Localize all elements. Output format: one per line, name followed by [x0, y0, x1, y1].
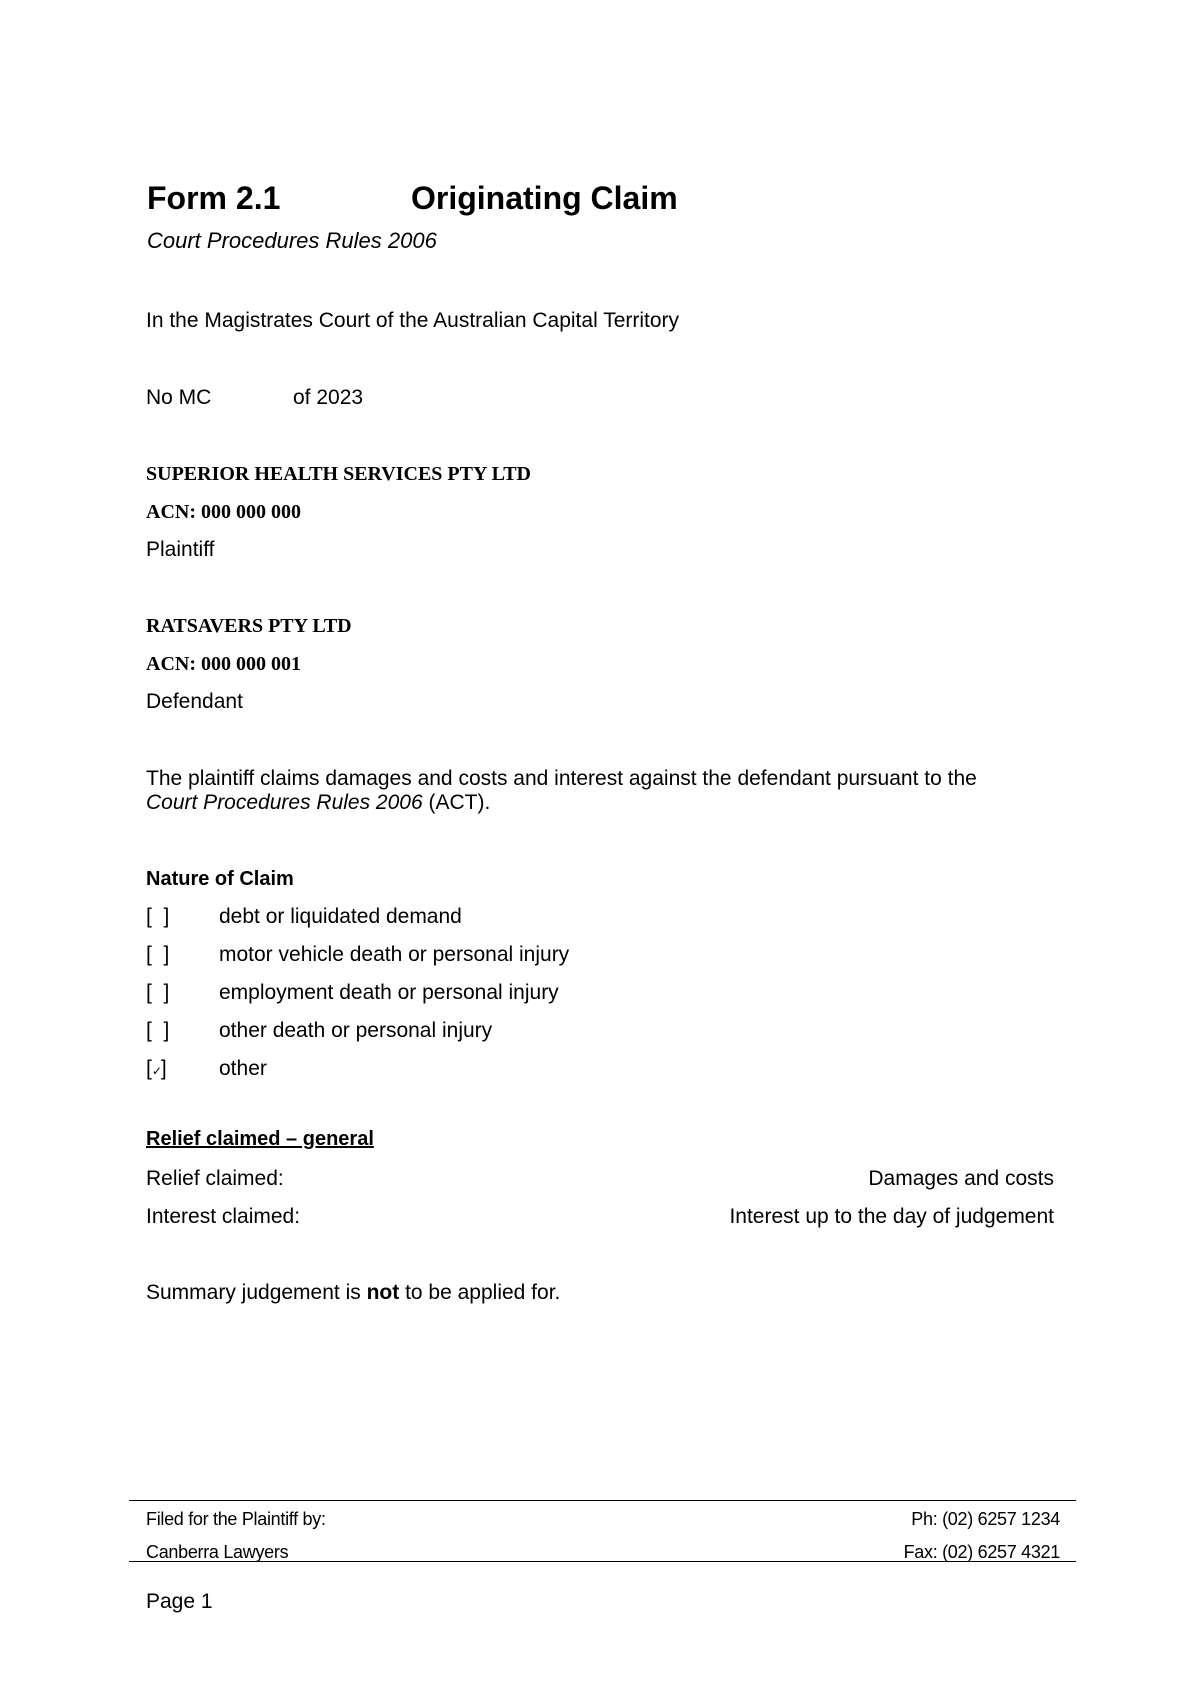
footer-row-2 — [146, 1541, 1060, 1563]
act-name: Court Procedures Rules 2006 — [146, 791, 423, 814]
plaintiff-name: SUPERIOR HEALTH SERVICES PTY LTD — [146, 463, 531, 485]
checkbox-empty[interactable]: [ ] — [146, 1019, 170, 1042]
page-number: Page 1 — [146, 1590, 213, 1613]
defendant-role: Defendant — [146, 690, 243, 713]
claim-option-label: motor vehicle death or personal injury — [219, 943, 570, 966]
checkbox-checked[interactable]: [✓] — [146, 1057, 219, 1083]
checkbox-empty[interactable]: [ ] — [146, 905, 170, 928]
claim-option-label: employment death or personal injury — [219, 981, 559, 1004]
interest-claimed-value: Interest up to the day of judgement — [729, 1205, 1054, 1228]
plaintiff-acn: ACN: 000 000 000 — [146, 501, 301, 523]
check-icon: ✓ — [151, 1064, 162, 1078]
interest-claimed-row — [146, 1205, 1054, 1229]
footer-row-1 — [146, 1508, 1060, 1530]
firm-fax: Fax: (02) 6257 4321 — [903, 1542, 1060, 1562]
claim-statement-line1: The plaintiff claims damages and costs and interest against the defendant pursuant to the — [146, 767, 977, 790]
form-number: Form 2.1 — [147, 180, 281, 216]
court-name: In the Magistrates Court of the Australian Capital Territory — [146, 309, 680, 332]
relief-claimed-label: Relief claimed: — [146, 1167, 284, 1190]
claim-option-motor-vehicle — [146, 943, 569, 967]
case-number-prefix: No MC — [146, 386, 212, 409]
relief-claimed-value: Damages and costs — [868, 1167, 1054, 1190]
relief-claimed-row — [146, 1167, 1054, 1191]
relief-heading: Relief claimed – general — [146, 1128, 374, 1150]
summary-before: Summary judgement is — [146, 1281, 367, 1304]
form-title: Originating Claim — [411, 180, 678, 216]
interest-claimed-label: Interest claimed: — [146, 1205, 301, 1228]
firm-name: Canberra Lawyers — [146, 1542, 289, 1562]
claim-option-employment — [146, 981, 559, 1005]
defendant-name: RATSAVERS PTY LTD — [146, 615, 352, 637]
nature-of-claim-heading: Nature of Claim — [146, 868, 294, 890]
summary-emphasis: not — [366, 1281, 400, 1304]
checkbox-empty[interactable]: [ ] — [146, 981, 170, 1004]
checkbox-empty[interactable]: [ ] — [146, 943, 170, 966]
plaintiff-role: Plaintiff — [146, 538, 215, 561]
claim-option-other — [146, 1057, 267, 1083]
filed-by-label: Filed for the Plaintiff by: — [146, 1509, 326, 1529]
defendant-acn: ACN: 000 000 001 — [146, 653, 301, 675]
summary-judgement-statement — [146, 1281, 560, 1305]
footer-top-divider — [129, 1500, 1076, 1501]
case-number — [146, 386, 363, 410]
form-subtitle: Court Procedures Rules 2006 — [147, 228, 437, 253]
firm-phone: Ph: (02) 6257 1234 — [911, 1509, 1060, 1529]
form-title-row — [147, 178, 678, 218]
claim-option-label: debt or liquidated demand — [219, 905, 462, 928]
footer-bottom-divider — [129, 1561, 1076, 1562]
summary-after: to be applied for. — [399, 1281, 561, 1304]
claim-option-debt — [146, 905, 462, 929]
case-number-year: of 2023 — [293, 386, 364, 409]
act-suffix: (ACT). — [422, 791, 491, 814]
claim-option-label: other — [219, 1057, 267, 1080]
claim-option-other-injury — [146, 1019, 492, 1043]
claim-statement-line2 — [146, 791, 490, 815]
claim-option-label: other death or personal injury — [219, 1019, 493, 1042]
